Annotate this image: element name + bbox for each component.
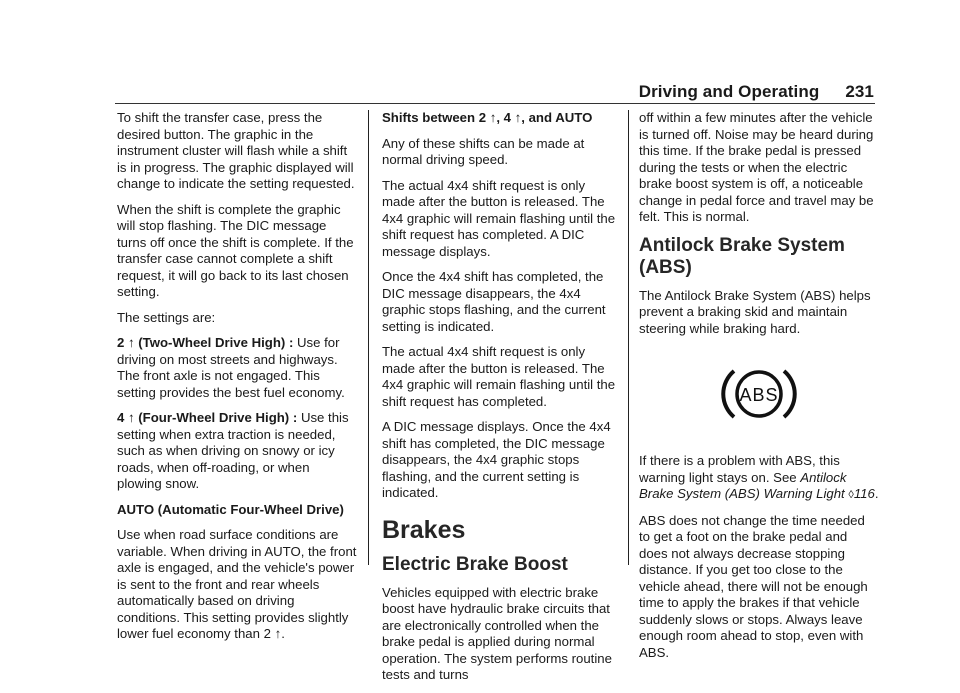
abs-right-arc: [784, 371, 795, 417]
abs-icon: [716, 365, 802, 423]
column-divider-2: [628, 110, 629, 565]
setting-4h-text: Use this setting when extra traction is needed, such as when driving on snowy or icy roads, when off-roading, or when plowing snow.: [117, 410, 349, 491]
abs-warning-light-link[interactable]: Antilock Brake System (ABS) Warning Light: [639, 469, 847, 501]
section-title: Driving and Operating: [638, 82, 820, 101]
paragraph: To shift the transfer case, press the desired button. The graphic in the instrument cluster will flash while a shift is in progress. The graphic displayed will change to indicate the setting requested.: [117, 110, 355, 191]
column-1: [117, 110, 357, 652]
paragraph: Once the 4x4 shift has completed, the DIC message disappears, the 4x4 graphic stops flashing, and the current setting is indicated.: [382, 269, 606, 334]
abs-warning-end: .: [874, 486, 879, 501]
paragraph: Vehicles equipped with electric brake boost have hydraulic brake circuits that are electronically controlled when the brake pedal is applied during normal operation. The system performs routine tests and turns: [382, 584, 612, 682]
setting-4h-term: (Four-Wheel Drive High) :: [138, 410, 298, 425]
paragraph: A DIC message displays. Once the 4x4 shift has completed, the DIC message disappears, the 4x4 graphic stops flashing, and the current setting is indicated.: [382, 419, 611, 500]
setting-2h: [117, 335, 357, 401]
arrow-up-icon: ↑: [514, 110, 522, 125]
shifts-heading-b: , 4: [496, 110, 511, 125]
page-number: 231: [845, 82, 874, 101]
setting-2h-num: 2: [117, 335, 125, 350]
abs-icon-label: ABS: [739, 385, 779, 405]
auto-text: Use when road surface conditions are variable. When driving in AUTO, the front axle is engaged, and the vehicle's power is sent to the front and rear wheels automatically based on driving conditions. This setting provides slightly lower fuel economy than 2: [117, 527, 357, 641]
auto-heading: AUTO (Automatic Four-Wheel Drive): [117, 501, 344, 517]
heading-electric-brake-boost: Electric Brake Boost: [382, 553, 568, 575]
header-rule: [115, 103, 875, 104]
setting-2h-text: Use for driving on most streets and highways. The front axle is not engaged. This setting provides the best fuel economy.: [117, 335, 345, 400]
arrow-up-icon: ↑: [128, 410, 135, 425]
arrow-up-icon: ↑: [489, 110, 497, 125]
page-reference-icon: ◊: [848, 489, 854, 501]
arrow-up-icon: ↑: [128, 335, 135, 350]
page-header: [639, 82, 874, 102]
abs-warning-text: If there is a problem with ABS, this warning light stays on. See: [639, 453, 840, 485]
auto-paragraph: [117, 527, 357, 643]
abs-warning-light-icon: [639, 365, 879, 423]
setting-2h-term: (Two-Wheel Drive High) :: [138, 335, 294, 350]
setting-4h-num: 4: [117, 410, 125, 425]
shifts-heading: [382, 110, 619, 127]
column-2: [382, 110, 619, 693]
paragraph: The actual 4x4 shift request is only made after the button is released. The 4x4 graphic will remain flashing until the shift request has completed.: [382, 344, 616, 409]
abs-warning-paragraph: [639, 453, 879, 504]
setting-4h: [117, 410, 357, 493]
column-divider-1: [368, 110, 369, 565]
auto-end: .: [281, 626, 285, 641]
paragraph: The Antilock Brake System (ABS) helps prevent a braking skid and maintain steering while braking hard.: [639, 287, 871, 336]
shifts-heading-a: Shifts between 2: [382, 110, 487, 125]
paragraph: ABS does not change the time needed to get a foot on the brake pedal and does not always decrease stopping distance. If you get too close to the vehicle ahead, there will not be enough time to apply the brakes if that vehicle suddenly slows or stops. Always leave enough room ahead to stop, even with ABS.: [639, 512, 868, 660]
abs-left-arc: [723, 371, 734, 417]
paragraph: When the shift is complete the graphic will stop flashing. The DIC message turns off once the shift is complete. If the transfer case cannot complete a shift request, it will go back to its last chosen setting.: [117, 201, 354, 299]
heading-abs: Antilock Brake System (ABS): [639, 234, 845, 278]
paragraph: Any of these shifts can be made at normal driving speed.: [382, 135, 585, 167]
abs-warning-light-page[interactable]: 116: [853, 486, 875, 501]
shifts-heading-c: , and AUTO: [521, 110, 593, 125]
arrow-up-icon: ↑: [274, 626, 282, 641]
column-3: [639, 110, 879, 670]
heading-brakes: Brakes: [382, 515, 466, 544]
paragraph: The settings are:: [117, 309, 216, 325]
paragraph: off within a few minutes after the vehicle is turned off. Noise may be heard during this time. If the brake pedal is pressed during the tests or when the electric brake boost system is off, a noticeable change in pedal force and travel may be felt. This is normal.: [639, 110, 874, 224]
paragraph: The actual 4x4 shift request is only made after the button is released. The 4x4 graphic will remain flashing until the shift request has completed. A DIC message displays.: [382, 177, 616, 259]
